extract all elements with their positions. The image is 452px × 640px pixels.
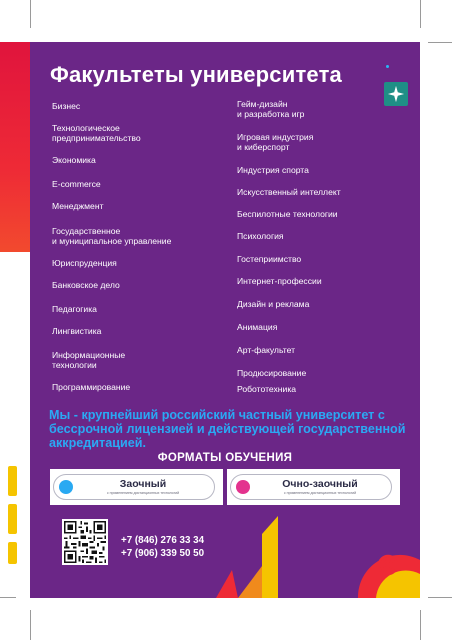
faculty-item[interactable]: Лингвистика xyxy=(52,326,102,336)
qr-code-icon[interactable] xyxy=(62,519,108,565)
faculty-item[interactable]: Гостеприимство xyxy=(237,254,302,264)
faculty-item[interactable]: Интернет-профессии xyxy=(237,276,322,286)
crop-mark xyxy=(420,610,421,640)
circle-logo-icon xyxy=(377,554,399,576)
format-dot-icon xyxy=(59,480,73,494)
faculty-item[interactable]: Дизайн и реклама xyxy=(237,299,310,309)
format-pill xyxy=(230,474,392,500)
faculty-item[interactable]: Технологическое предпринимательство xyxy=(52,123,141,143)
red-stripe xyxy=(0,42,30,252)
faculties-flyer xyxy=(30,42,420,598)
faculty-item[interactable]: Юриспруденция xyxy=(52,258,117,268)
phone-link[interactable]: +7 (906) 339 50 50 xyxy=(121,548,205,559)
phone-link[interactable]: +7 (846) 276 33 34 xyxy=(121,535,205,546)
format-card-ochno-zaochny[interactable] xyxy=(227,469,400,505)
format-card-zaochny[interactable] xyxy=(50,469,223,505)
faculty-item[interactable]: Банковское дело xyxy=(52,280,120,290)
format-dot-icon xyxy=(236,480,250,494)
yellow-bar xyxy=(8,466,17,496)
faculty-item[interactable]: Игровая индустрия и киберспорт xyxy=(237,132,314,152)
format-subtitle: с применением дистанционных технологий xyxy=(106,491,180,495)
crop-mark xyxy=(428,597,452,598)
formats-title: ФОРМАТЫ ОБУЧЕНИЯ xyxy=(157,452,293,464)
faculty-item[interactable]: Беспилотные технологии xyxy=(237,209,338,219)
faculty-item[interactable]: Программирование xyxy=(52,382,131,392)
faculty-item[interactable]: E-commerce xyxy=(52,179,101,189)
format-pill xyxy=(53,474,215,500)
decor-triangle-orange xyxy=(238,566,262,598)
flyer-title: Факультеты университета xyxy=(50,62,342,87)
faculty-item[interactable]: Педагогика xyxy=(52,304,97,314)
yellow-bar xyxy=(8,504,17,534)
crop-mark xyxy=(420,0,421,28)
crop-mark xyxy=(30,0,31,28)
crop-mark xyxy=(30,610,31,640)
phone-numbers xyxy=(121,534,204,560)
format-name: Заочный xyxy=(119,478,167,490)
faculty-item[interactable]: Продюсирование xyxy=(237,368,307,378)
faculty-item[interactable]: Информационные технологии xyxy=(52,350,126,370)
university-headline: Мы - крупнейший российский частный университет с бессрочной лицензией и действующей государственной аккредитацией. xyxy=(49,408,406,450)
faculty-item[interactable]: Гейм-дизайн и разработка игр xyxy=(237,99,305,119)
left-decor-strip xyxy=(0,42,30,598)
faculty-item[interactable]: Менеджмент xyxy=(52,201,104,211)
faculty-item[interactable]: Робототехника xyxy=(237,384,297,394)
decor-triangle-red xyxy=(216,570,238,598)
format-name: Очно-заочный xyxy=(282,478,358,490)
decor-dot xyxy=(386,65,389,68)
faculty-item[interactable]: Государственное и муниципальное управление xyxy=(52,226,172,246)
faculty-item[interactable]: Искусственный интеллект xyxy=(237,187,341,197)
faculty-item[interactable]: Бизнес xyxy=(52,101,81,111)
decor-bar-yellow xyxy=(262,516,278,598)
faculty-item[interactable]: Индустрия спорта xyxy=(237,165,309,175)
crop-mark xyxy=(428,42,452,43)
faculty-item[interactable]: Экономика xyxy=(52,155,96,165)
faculty-item[interactable]: Арт-факультет xyxy=(237,345,296,355)
yellow-bar xyxy=(8,542,17,564)
decor-shapes xyxy=(216,506,420,598)
format-subtitle: с применением дистанционных технологий xyxy=(283,491,357,495)
faculty-item[interactable]: Психология xyxy=(237,231,284,241)
faculty-item[interactable]: Анимация xyxy=(237,322,278,332)
